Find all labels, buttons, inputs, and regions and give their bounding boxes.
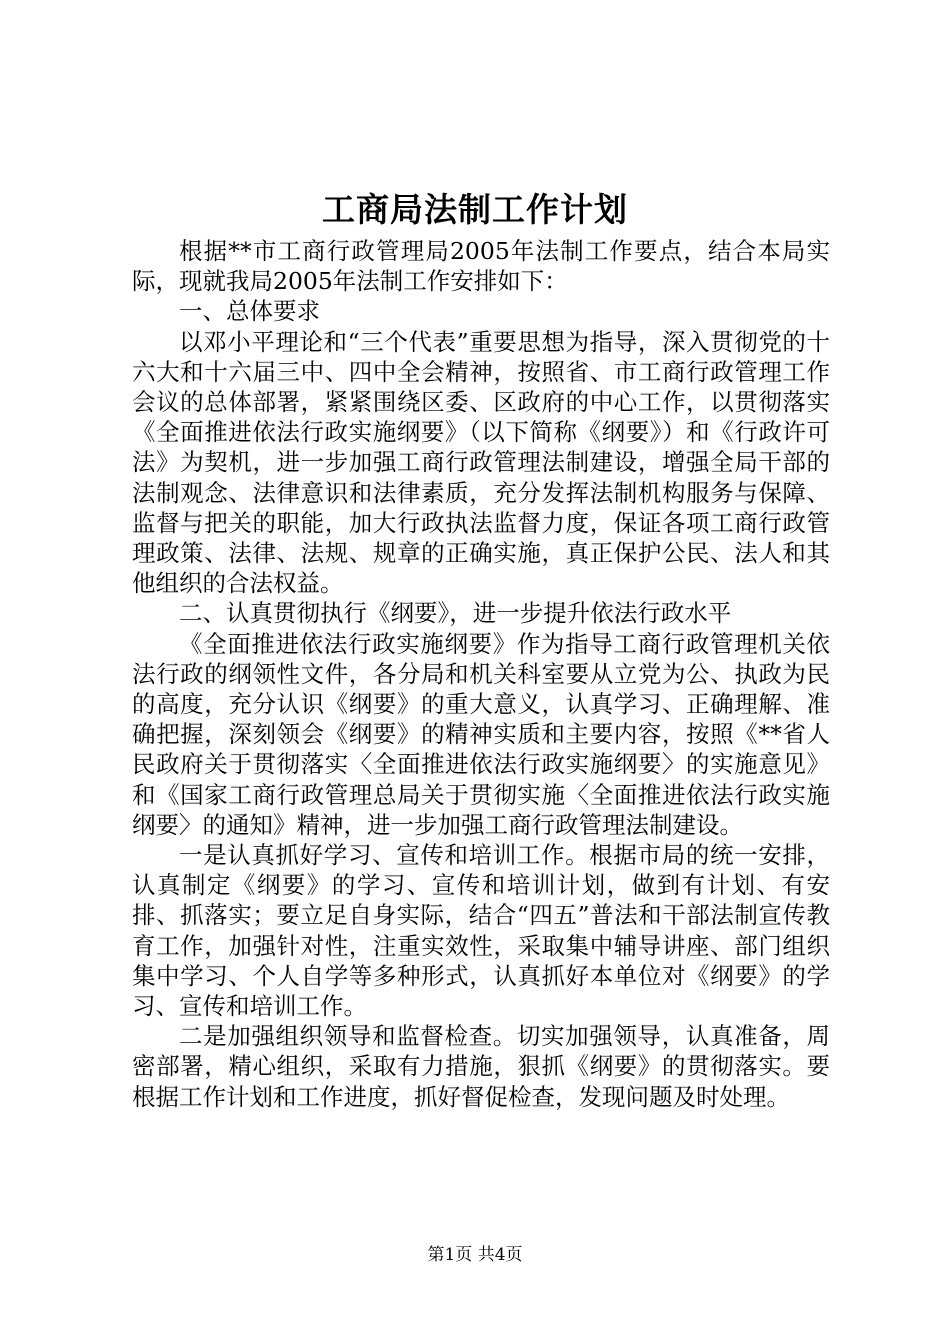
paragraph-study-training: 一是认真抓好学习、宣传和培训工作。根据市局的统一安排，认真制定《纲要》的学习、宣传和培训计划，做到有计划、有安排、抓落实；要立足自身实际，结合“四五”普法和干部法制宣传教育工作，加强针对性，注重实效性，采取集中辅导讲座、部门组织集中学习、个人自学等多种形式，认真抓好本单位对《纲要》的学习、宣传和培训工作。: [132, 841, 830, 1021]
paragraph-intro: 根据**市工商行政管理局2005年法制工作要点，结合本局实际，现就我局2005年法制工作安排如下：: [132, 237, 830, 296]
paragraph-outline-description: 《全面推进依法行政实施纲要》作为指导工商行政管理机关依法行政的纲领性文件，各分局和机关科室要从立党为公、执政为民的高度，充分认识《纲要》的重大意义，认真学习、正确理解、准确把握，深刻领会《纲要》的精神实质和主要内容，按照《**省人民政府关于贯彻落实〈全面推进依法行政实施纲要〉的实施意见》和《国家工商行政管理总局关于贯彻实施〈全面推进依法行政实施纲要〉的通知》精神，进一步加强工商行政管理法制建设。: [132, 629, 830, 839]
document-title: 工商局法制工作计划: [322, 190, 628, 229]
page-number-footer: 第1页 共4页: [427, 1245, 523, 1265]
heading-general-requirements: 一、总体要求: [179, 297, 320, 326]
paragraph-general-requirements: 以邓小平理论和“三个代表”重要思想为指导，深入贯彻党的十六大和十六届三中、四中全会精神，按照省、市工商行政管理工作会议的总体部署，紧紧围绕区委、区政府的中心工作，以贯彻落实《全面推进依法行政实施纲要》（以下简称《纲要》）和《行政许可法》为契机，进一步加强工商行政管理法制建设，增强全局干部的法制观念、法律意识和法律素质，充分发挥法制机构服务与保障、监督与把关的职能，加大行政执法监督力度，保证各项工商行政管理政策、法律、法规、规章的正确实施，真正保护公民、法人和其他组织的合法权益。: [132, 327, 830, 598]
document-body: [132, 236, 830, 1112]
heading-implement-outline: 二、认真贯彻执行《纲要》，进一步提升依法行政水平: [179, 599, 732, 628]
paragraph-leadership-supervision: 二是加强组织领导和监督检查。切实加强领导，认真准备，周密部署，精心组织，采取有力措施，狠抓《纲要》的贯彻落实。要根据工作计划和工作进度，抓好督促检查，发现问题及时处理。: [132, 1022, 830, 1111]
